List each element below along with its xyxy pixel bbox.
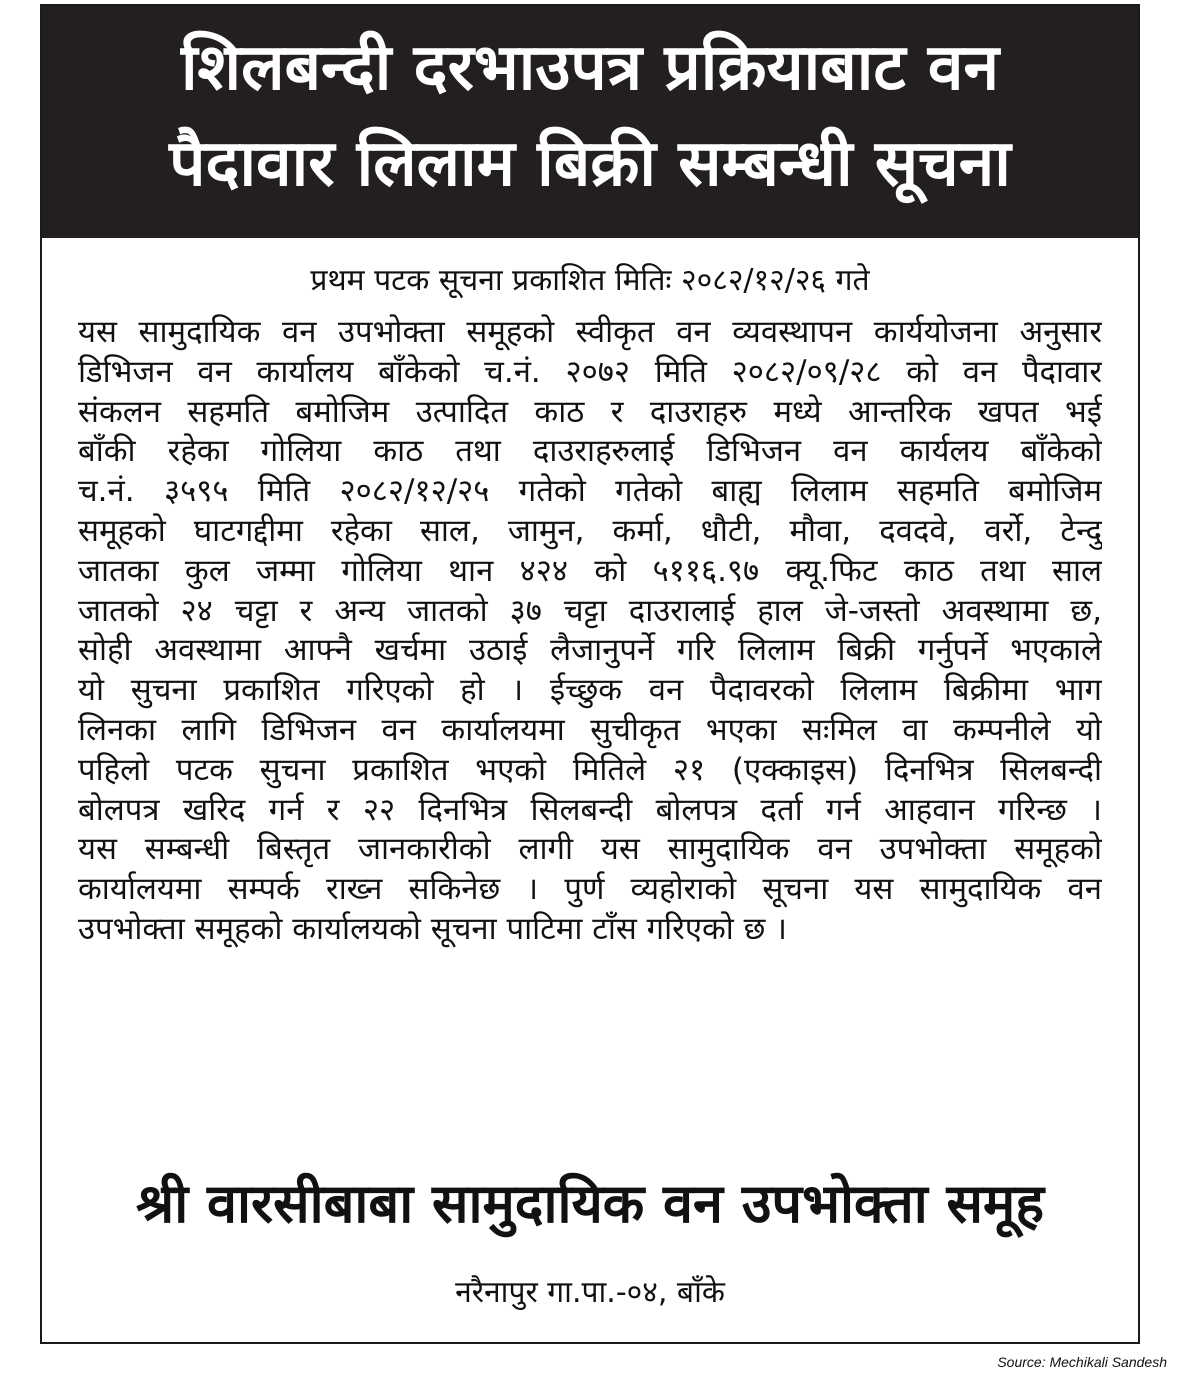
body-line: लिनका लागि डिभिजन वन कार्यालयमा सुचीकृत भएका सःमिल वा कम्पनीले यो <box>78 711 1102 748</box>
notice-body <box>78 313 1102 950</box>
body-line: बोलपत्र खरिद गर्न र २२ दिनभित्र सिलबन्दी बोलपत्र दर्ता गर्न आहवान गरिन्छ । <box>78 791 1102 828</box>
organization-address: नरैनापुर गा.पा.-०४, बाँके <box>455 1275 725 1310</box>
notice-title-line-1: शिलबन्दी दरभाउपत्र प्रक्रियाबाट वन <box>180 31 999 105</box>
body-line: डिभिजन वन कार्यालय बाँकेको च.नं. २०७२ मिति २०८२/०९/२८ को वन पैदावार <box>78 353 1102 390</box>
body-line: बाँकी रहेका गोलिया काठ तथा दाउराहरुलाई डिभिजन वन कार्यलय बाँकेको <box>78 433 1102 470</box>
body-line: सोही अवस्थामा आफ्नै खर्चमा उठाई लैजानुपर्ने गरि लिलाम बिक्री गर्नुपर्ने भएकाले <box>78 632 1102 669</box>
notice-title-line-2: पैदावार लिलाम बिक्री सम्बन्धी सूचना <box>169 127 1011 201</box>
body-line: जातका कुल जम्मा गोलिया थान ४२४ को ५११६.९७ क्यू.फिट काठ तथा साल <box>78 552 1102 589</box>
organization-name: श्री वारसीबाबा सामुदायिक वन उपभोक्ता समूह <box>135 1172 1045 1235</box>
body-line: जातको २४ चट्टा र अन्य जातको ३७ चट्टा दाउरालाई हाल जे-जस्तो अवस्थामा छ, <box>78 592 1102 629</box>
body-line: उपभोक्ता समूहको कार्यालयको सूचना पाटिमा टाँस गरिएको छ । <box>78 910 787 947</box>
body-line: यस सामुदायिक वन उपभोक्ता समूहको स्वीकृत वन व्यवस्थापन कार्ययोजना अनुसार <box>78 314 1102 350</box>
body-line: पहिलो पटक सुचना प्रकाशित भएको मितिले २१ (एक्काइस) दिनभित्र सिलबन्दी <box>78 751 1102 788</box>
body-line: कार्यालयमा सम्पर्क राख्न सकिनेछ । पुर्ण व्यहोराको सूचना यस सामुदायिक वन <box>78 871 1102 908</box>
notice-frame <box>40 4 1140 1344</box>
body-line: समूहको घाटगद्दीमा रहेका साल, जामुन, कर्मा, धौटी, मौवा, दवदवे, वर्रो, टेन्दु <box>78 512 1102 549</box>
notice-header <box>42 6 1138 238</box>
body-line: च.नं. ३५९५ मिति २०८२/१२/२५ गतेको गतेको बाह्य लिलाम सहमति बमोजिम <box>78 473 1102 510</box>
body-line: यो सुचना प्रकाशित गरिएको हो । ईच्छुक वन पैदावरको लिलाम बिक्रीमा भाग <box>78 672 1102 709</box>
source-credit: Source: Mechikali Sandesh <box>997 1354 1167 1370</box>
body-line: संकलन सहमति बमोजिम उत्पादित काठ र दाउराहरु मध्ये आन्तरिक खपत भई <box>78 393 1102 430</box>
body-line: यस सम्बन्धी बिस्तृत जानकारीको लागी यस सामुदायिक वन उपभोक्ता समूहको <box>78 831 1102 868</box>
publication-date: प्रथम पटक सूचना प्रकाशित मितिः २०८२/१२/२६ गते <box>310 263 870 298</box>
